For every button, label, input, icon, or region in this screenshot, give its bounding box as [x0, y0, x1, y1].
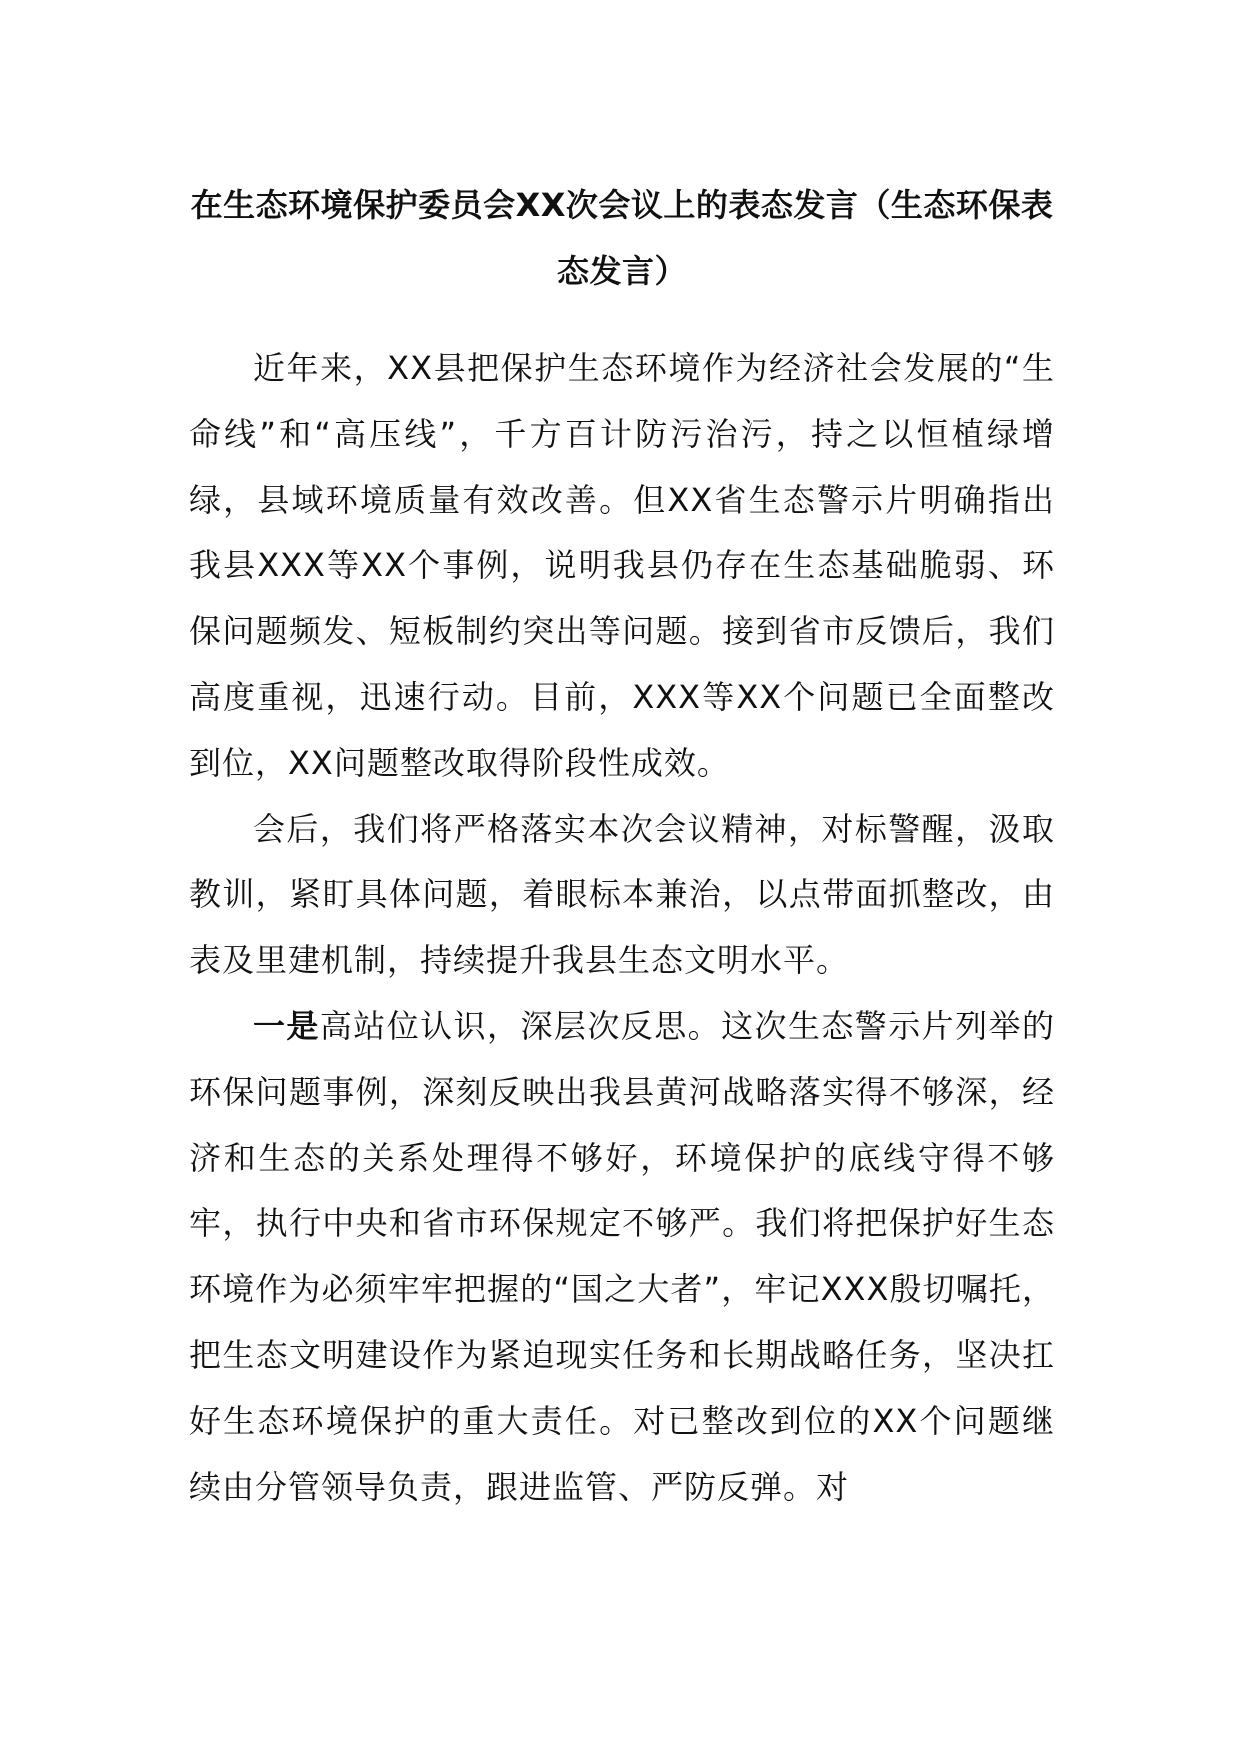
paragraph-point-one-text: 高站位认识，深层次反思。这次生态警示片列举的环保问题事例，深刻反映出我县黄河战略落实得不够深，经济和生态的关系处理得不够好，环境保护的底线守得不够牢，执行中央和省市环保规定不够严。我们将把保护好生态环境作为必须牢牢把握的“国之大者”，牢记XXX殷切嘱托，把生态文明建设作为紧迫现实任务和长期战略任务，坚决扛好生态环境保护的重大责任。对已整改到位的XX个问题继续由分管领导负责，跟进监管、严防反弹。对: [189, 1006, 1055, 1506]
document-title: 在生态环境保护委员会XX次会议上的表态发言（生态环保表态发言）: [190, 186, 1054, 290]
paragraph-after-meeting-text: 会后，我们将严格落实本次会议精神，对标警醒，汲取教训，紧盯具体问题，着眼标本兼治，以点带面抓整改，由表及里建机制，持续提升我县生态文明水平。: [189, 809, 1055, 980]
document-body: [189, 172, 1055, 1520]
paragraph-intro-text: 近年来，XX县把保护生态环境作为经济社会发展的“生命线”和“高压线”，千方百计防污治污，持之以恒植绿增绿，县域环境质量有效改善。但XX省生态警示片明确指出我县XXX等XX个事例，说明我县仍存在生态基础脆弱、环保问题频发、短板制约突出等问题。接到省市反馈后，我们高度重视，迅速行动。目前，XXX等XX个问题已全面整改到位，XX问题整改取得阶段性成效。: [189, 349, 1055, 782]
paragraph-after-meeting: [189, 797, 1055, 994]
paragraph-intro: [189, 336, 1055, 797]
paragraph-point-one: [189, 994, 1055, 1520]
point-one-lead: 一是: [253, 1006, 320, 1045]
